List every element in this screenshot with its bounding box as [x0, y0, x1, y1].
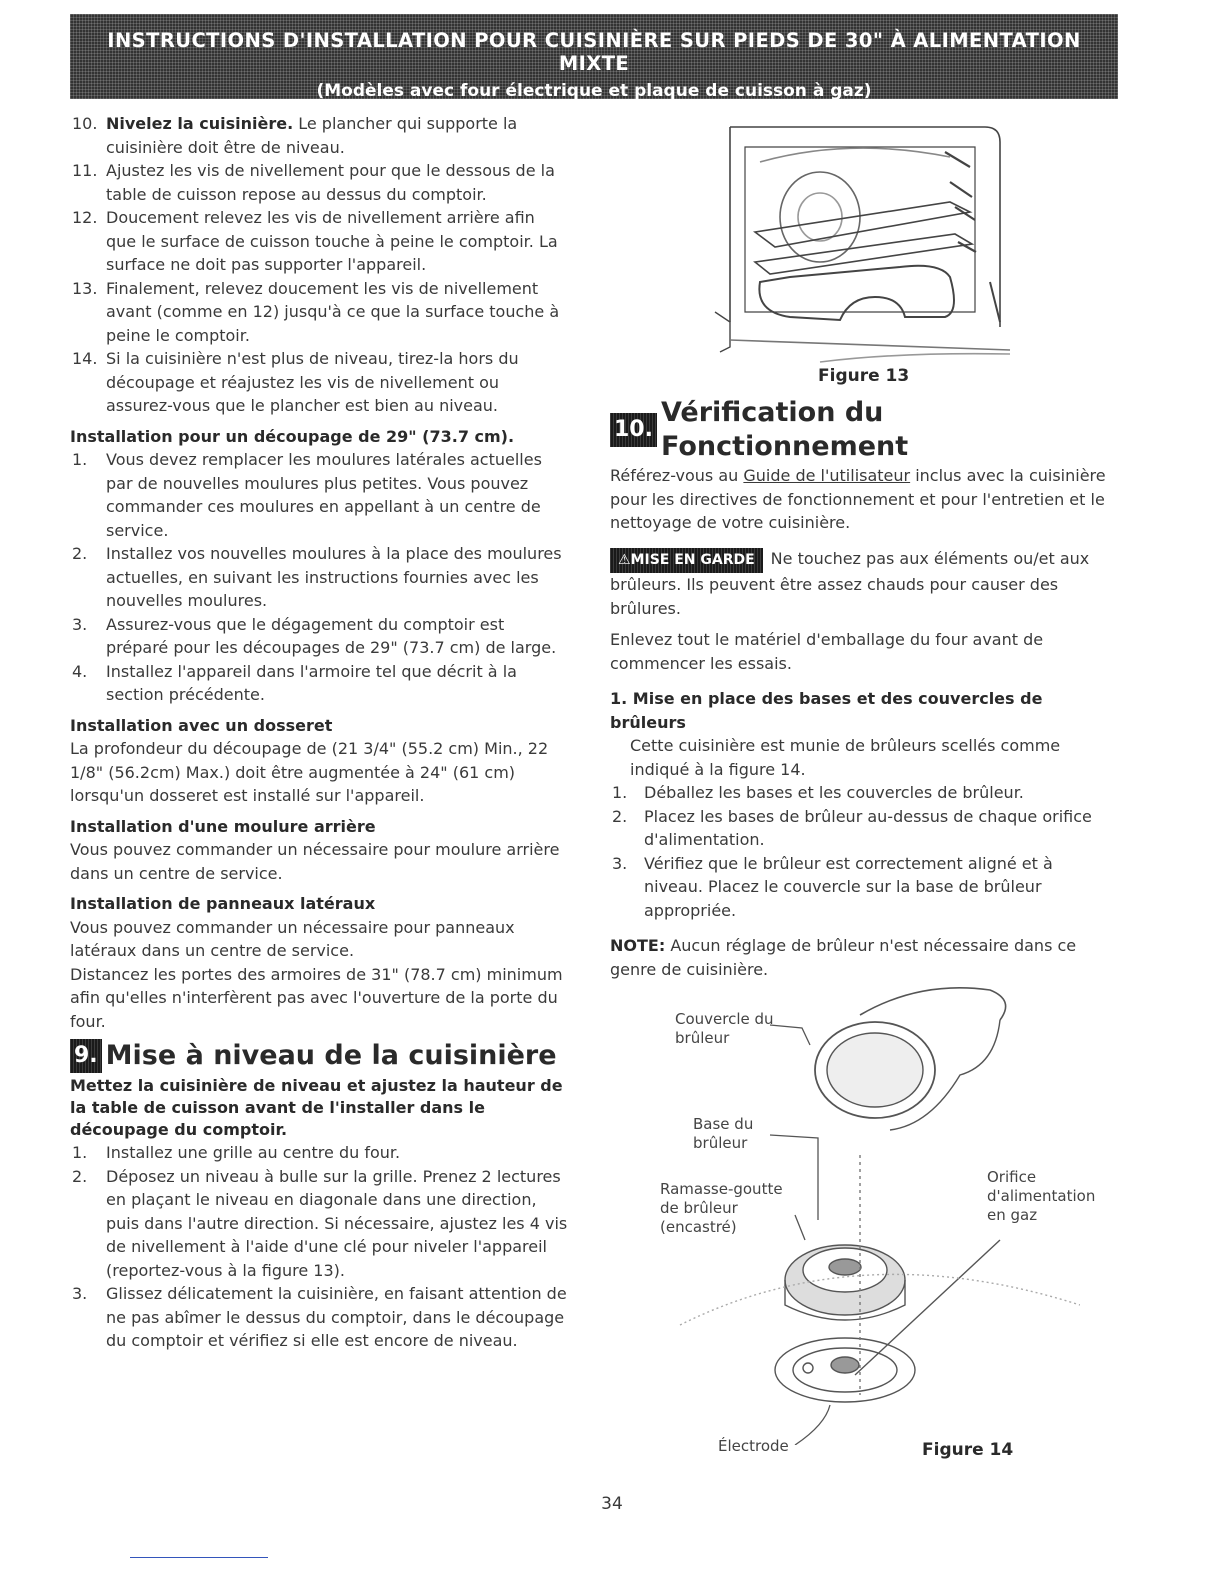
- list-item-number: 2.: [72, 544, 88, 563]
- note-label: NOTE:: [610, 936, 666, 955]
- section-9-badge: 9.: [70, 1039, 102, 1073]
- header-subtitle: (Modèles avec four électrique et plaque de cuisson à gaz): [316, 81, 872, 101]
- list-item: [610, 781, 1110, 805]
- section-10-title: Vérification du Fonctionnement: [660, 397, 909, 462]
- list-item: [70, 613, 570, 660]
- list-item: [70, 660, 570, 707]
- cabinet-door-text: Distancez les portes des armoires de 31" (78.7 cm) minimum afin qu'elles n'interfèrent pas avec l'ouverture de la porte du four.: [70, 964, 563, 1031]
- page-number: 34: [601, 1494, 623, 1514]
- list-item: [70, 448, 570, 542]
- list-item: [70, 159, 570, 206]
- list-item-number: 3.: [72, 1284, 88, 1303]
- right-column: [610, 396, 1110, 981]
- user-guide-link[interactable]: Guide de l'utilisateur: [743, 466, 911, 485]
- list-item: [610, 805, 1110, 852]
- list-item-number: 2.: [72, 1166, 88, 1186]
- footer-rule: [130, 1557, 268, 1558]
- list-item-number: 3.: [612, 853, 628, 873]
- list-item-text: Vous devez remplacer les moulures latérales actuelles par de nouvelles moulures plus petites. Vous pouvez commander ces moulures en appellant à un centre de service.: [106, 450, 542, 540]
- user-guide-reference: [610, 464, 1110, 535]
- warning-text: Ne touchez pas aux éléments ou/et aux brûleurs. Ils peuvent être assez chauds pour causer des brûlures.: [610, 548, 1090, 618]
- side-panels-heading: Installation de panneaux latéraux: [70, 894, 376, 913]
- figure-13-caption: Figure 13: [818, 366, 910, 386]
- rear-molding-text: Vous pouvez commander un nécessaire pour moulure arrière dans un centre de service.: [70, 840, 560, 883]
- ref-text-after: inclus avec la cuisinière pour les directives de fonctionnement et pour l'entretien et le nettoyage de votre cuisinière.: [610, 466, 1106, 532]
- section-10-badge: 10.: [610, 413, 657, 447]
- list-item-text: Vérifiez que le brûleur est correctement aligné et à niveau. Placez le couvercle sur la base de brûleur appropriée.: [644, 853, 1053, 920]
- list-item-text: Assurez-vous que le dégagement du comptoir est préparé pour les découpages de 29" (73.7 cm) de large.: [106, 614, 557, 657]
- list-item-number: 13.: [72, 278, 98, 298]
- list-item-number: 12.: [72, 208, 98, 227]
- note-paragraph: [610, 934, 1110, 981]
- list-item-number: 2.: [612, 806, 628, 826]
- leveling-steps-list: [70, 112, 570, 418]
- list-item-text: Déballez les bases et les couvercles de brûleur.: [644, 783, 1024, 802]
- label-burner-base: Base du brûleur: [693, 1115, 754, 1152]
- list-item-text: Le plancher qui supporte la cuisinière doit être de niveau.: [106, 114, 518, 157]
- figure-13-oven-illustration: [700, 112, 1030, 372]
- list-item-number: 10.: [72, 114, 98, 133]
- label-drip-pan: Ramasse-goutte de brûleur (encastré): [660, 1180, 783, 1236]
- list-item: [70, 347, 570, 418]
- note-text: Aucun réglage de brûleur n'est nécessaire dans ce genre de cuisinière.: [610, 936, 1077, 979]
- list-item-lead: Nivelez la cuisinière.: [106, 114, 294, 133]
- list-item: [610, 852, 1110, 923]
- list-item: [70, 1165, 570, 1283]
- burners-intro: Cette cuisinière est munie de brûleurs scellés comme indiqué à la figure 14.: [630, 736, 1061, 779]
- warning-paragraph: [610, 547, 1110, 621]
- list-item-text: Installez l'appareil dans l'armoire tel que décrit à la section précédente.: [106, 661, 517, 704]
- list-item-text: Placez les bases de brûleur au-dessus de chaque orifice d'alimentation.: [644, 806, 1092, 849]
- rear-molding-heading: Installation d'une moulure arrière: [70, 816, 376, 836]
- list-item: [70, 277, 570, 348]
- level-steps-list: [70, 1141, 570, 1353]
- burners-heading: 1. Mise en place des bases et des couvercles de brûleurs: [610, 689, 1043, 732]
- list-item-number: 1.: [72, 1143, 88, 1162]
- list-item-text: Glissez délicatement la cuisinière, en faisant attention de ne pas abîmer le dessus du comptoir, dans le découpage du comptoir et vérifiez si elle est encore de niveau.: [106, 1284, 567, 1350]
- backsplash-heading: Installation avec un dosseret: [70, 715, 333, 735]
- list-item: [70, 206, 570, 277]
- side-panels-text: Vous pouvez commander un nécessaire pour panneaux latéraux dans un centre de service.: [70, 917, 515, 960]
- list-item-number: 1.: [72, 450, 88, 469]
- backsplash-text: La profondeur du découpage de (21 3/4" (55.2 cm) Min., 22 1/8" (56.2cm) Max.) doit être augmentée à 24" (61 cm) lorsqu'un dosseret est installé sur l'appareil.: [70, 739, 549, 805]
- warning-badge: ⚠MISE EN GARDE: [610, 548, 763, 574]
- label-gas-orifice: Orifice d'alimentation en gaz: [987, 1168, 1096, 1224]
- list-item: [70, 112, 570, 159]
- header-title: INSTRUCTIONS D'INSTALLATION POUR CUISINIÈRE SUR PIEDS DE 30" À ALIMENTATION MIXTE: [107, 29, 1081, 75]
- list-item-number: 11.: [72, 161, 98, 180]
- list-item-number: 1.: [612, 783, 628, 802]
- section-9-title: Mise à niveau de la cuisinière: [105, 1040, 557, 1071]
- list-item-number: 3.: [72, 614, 88, 634]
- list-item-text: Ajustez les vis de nivellement pour que le dessous de la table de cuisson repose au dessus du comptoir.: [106, 161, 555, 204]
- label-burner-cap: Couvercle du brûleur: [675, 1010, 774, 1047]
- list-item-text: Déposez un niveau à bulle sur la grille. Prenez 2 lectures en plaçant le niveau en diagonale dans une direction, puis dans l'autre direction. Si nécessaire, ajustez les 4 vis de nivellement à l'aide d'une clé pour niveler l'appareil (reportez-vous à la figure 13).: [106, 1166, 568, 1280]
- section-9-heading: [70, 1039, 570, 1073]
- list-item-text: Finalement, relevez doucement les vis de nivellement avant (comme en 12) jusqu'à ce que la surface touche à peine le comptoir.: [106, 278, 560, 345]
- list-item: [70, 1282, 570, 1353]
- left-column: [70, 112, 570, 1353]
- list-item-number: 4.: [72, 661, 88, 681]
- cutout-steps-list: [70, 448, 570, 707]
- list-item-text: Si la cuisinière n'est plus de niveau, tirez-la hors du découpage et réajustez les vis de nivellement ou assurez-vous que le plancher est bien au niveau.: [106, 349, 519, 415]
- figure-14-caption: Figure 14: [922, 1440, 1014, 1460]
- list-item: [70, 1141, 570, 1165]
- list-item-text: Installez une grille au centre du four.: [106, 1143, 401, 1162]
- list-item-text: Doucement relevez les vis de nivellement arrière afin que le surface de cuisson touche à peine le comptoir. La surface ne doit pas supporter l'appareil.: [106, 208, 558, 274]
- burner-steps-list: [610, 781, 1110, 922]
- list-item-text: Installez vos nouvelles moulures à la place des moulures actuelles, en suivant les instructions fournies avec les nouvelles moulures.: [106, 544, 562, 610]
- label-electrode: Électrode: [718, 1437, 789, 1455]
- packaging-text: Enlevez tout le matériel d'emballage du four avant de commencer les essais.: [610, 630, 1044, 673]
- cutout-heading: Installation pour un découpage de 29" (73.7 cm).: [70, 426, 515, 446]
- ref-text-before: Référez-vous au: [610, 466, 744, 485]
- section-10-heading: [610, 396, 1110, 464]
- section-9-lead: Mettez la cuisinière de niveau et ajustez la hauteur de la table de cuisson avant de l'installer dans le découpage du comptoir.: [70, 1076, 563, 1139]
- list-item: [70, 542, 570, 613]
- header-banner: [70, 14, 1118, 99]
- list-item-number: 14.: [72, 349, 98, 368]
